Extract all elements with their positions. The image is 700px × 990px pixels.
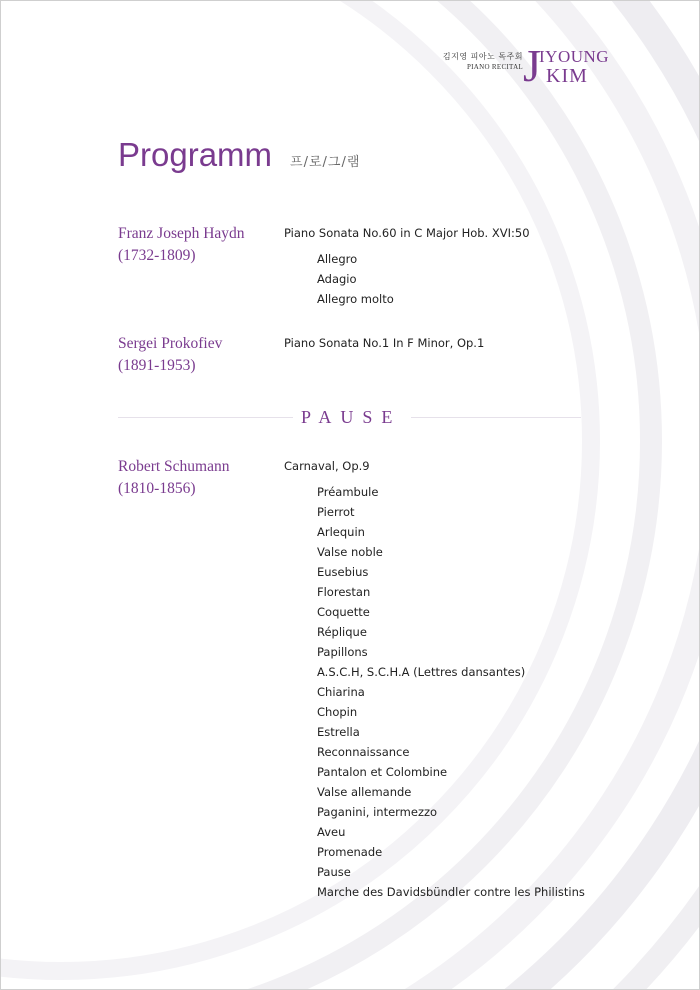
movement-item: Aveu (317, 825, 346, 839)
divider-left (118, 417, 293, 418)
movement-item: Promenade (317, 845, 383, 859)
composer-name: Robert Schumann (118, 458, 230, 475)
work-title: Carnaval, Op.9 (284, 459, 370, 473)
movement-item: Marche des Davidsbündler contre les Philistins (317, 885, 585, 899)
movement-item: Chopin (317, 705, 358, 719)
composer-block-prokofiev (118, 333, 222, 377)
composer-name: Sergei Prokofiev (118, 335, 223, 352)
movement-item: Estrella (317, 725, 360, 739)
page-title-row (118, 135, 360, 175)
movement-item: A.S.C.H, S.C.H.A (Lettres dansantes) (317, 665, 526, 679)
work-title: Piano Sonata No.1 In F Minor, Op.1 (284, 336, 485, 350)
movement-item: Allegro molto (317, 292, 394, 306)
composer-years: (1732-1809) (118, 247, 196, 264)
composer-years: (1810-1856) (118, 480, 196, 497)
movement-item: Adagio (317, 272, 357, 286)
logo-name-mark (523, 40, 651, 91)
movement-item: Allegro (317, 252, 358, 266)
intermission-label: PAUSE (301, 407, 402, 427)
movement-item: Réplique (317, 625, 367, 639)
composer-name: Franz Joseph Haydn (118, 225, 245, 242)
logo-last-name: KIM (546, 65, 588, 87)
page-title-korean: 프/로/그/램 (290, 155, 361, 170)
logo-recital-text: PIANO RECITAL (466, 63, 523, 71)
movement-item: Valse noble (317, 545, 383, 559)
logo-subtitle (443, 51, 523, 72)
movement-item: Reconnaissance (317, 745, 410, 759)
divider-right (411, 417, 581, 418)
logo-korean-text: 김지영 피아노 독주회 (442, 52, 523, 61)
logo-first-name: IYOUNG (539, 47, 610, 66)
movement-item: Eusebius (317, 565, 369, 579)
movement-item: Florestan (317, 585, 371, 599)
composer-block-schumann (118, 456, 230, 500)
movement-item: Paganini, intermezzo (317, 805, 438, 819)
movement-item: Coquette (317, 605, 370, 619)
movement-item: Pause (317, 865, 351, 879)
movement-item: Arlequin (317, 525, 365, 539)
movement-item: Valse allemande (317, 785, 412, 799)
movement-item: Préambule (317, 485, 379, 499)
movement-list (317, 482, 585, 902)
composer-years: (1891-1953) (118, 357, 196, 374)
movement-item: Pierrot (317, 505, 355, 519)
movement-item: Papillons (317, 645, 368, 659)
composer-block-haydn (118, 223, 245, 267)
logo-initial: J (523, 40, 541, 91)
work-title: Piano Sonata No.60 in C Major Hob. XVI:50 (284, 226, 530, 240)
movement-item: Pantalon et Colombine (317, 765, 448, 779)
page-title: Programm (118, 136, 273, 173)
movement-list (317, 249, 394, 309)
movement-item: Chiarina (317, 685, 365, 699)
